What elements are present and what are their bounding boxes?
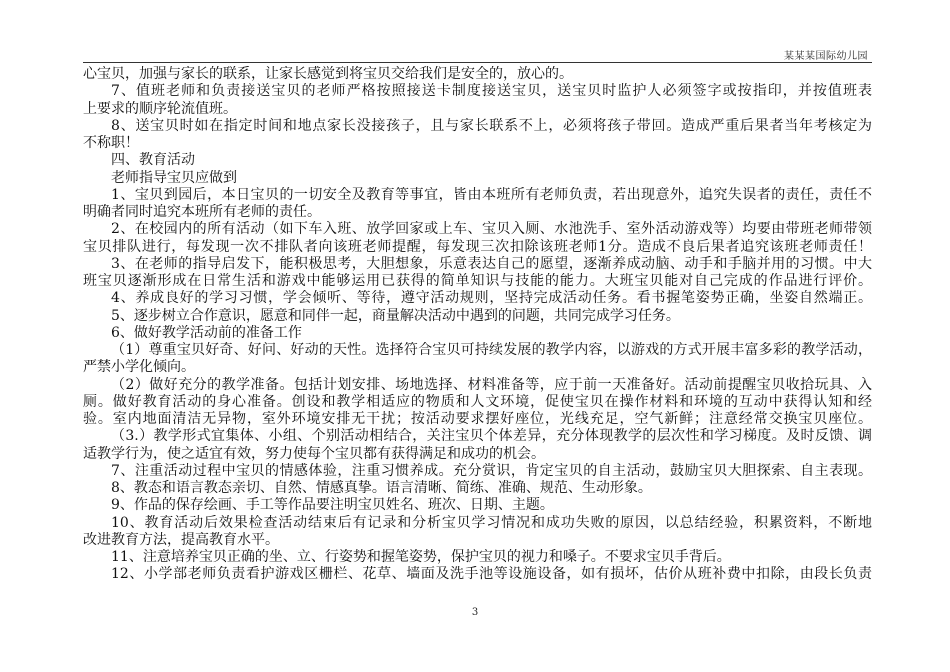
text-line: （3.）教学形式宜集体、小组、个别活动相结合，关注宝贝个体差异，充分体现教学的层次性和学习梯度。及时反馈、调 — [111, 428, 872, 445]
text-line: 四、教育活动 — [111, 152, 195, 169]
text-line: 12、小学部老师负责看护游戏区栅栏、花草、墙面及洗手池等设施设备，如有损坏，估价从班补费中扣除，由段长负责 — [111, 566, 872, 583]
text-line: 明确者同时追究本班所有老师的责任。 — [83, 204, 321, 220]
text-line: 7、值班老师和负责接送宝贝的老师严格按照接送卡制度接送宝贝，送宝贝时监护人必须签字或按指印，并按值班表 — [111, 83, 872, 100]
text-line: 厕。做好教育活动的身心准备。创设和教学相适应的物质和人文环境，促使宝贝在操作材料和环境的互动中获得认知和经 — [83, 393, 872, 410]
text-line: （1）尊重宝贝好奇、好问、好动的天性。选择符合宝贝可持续发展的教学内容，以游戏的方式开展丰富多彩的教学活动， — [111, 342, 872, 358]
text-line: 11、注意培养宝贝正确的坐、立、行姿势和握笔姿势，保护宝贝的视力和嗓子。不要求宝贝手背后。 — [111, 549, 731, 565]
document-body — [83, 66, 872, 584]
text-line: 上要求的顺序轮流值班。 — [83, 100, 237, 117]
page-number: 3 — [471, 607, 479, 618]
text-line: 8、教态和语言教态亲切、自然、情感真挚。语言清晰、简练、准确、规范、生动形象。 — [111, 480, 652, 496]
text-line: 9、作品的保存绘画、手工等作品要注明宝贝姓名、班次、日期、主题。 — [111, 497, 554, 514]
text-line: 心宝贝，加强与家长的联系，让家长感觉到将宝贝交给我们是安全的，放心的。 — [83, 66, 573, 82]
text-line: （2）做好充分的教学准备。包括计划安排、场地选择、材料准备等，应于前一天准备好。活动前提醒宝贝收拾玩具、入 — [111, 376, 872, 393]
text-line: 5、逐步树立合作意识，愿意和同伴一起，商量解决活动中遇到的问题，共同完成学习任务。 — [111, 307, 680, 324]
header-org-name: 某某某国际幼儿园 — [784, 51, 868, 62]
text-line: 2、在校园内的所有活动（如下车入班、放学回家或上车、宝贝入厕、水池洗手、室外活动游戏等）均要由带班老师带领 — [111, 221, 872, 238]
text-line: 6、做好教学活动前的准备工作 — [111, 324, 302, 341]
text-line: 不称职！ — [83, 135, 139, 151]
text-line: 班宝贝逐渐形成在日常生活和游戏中能够运用已获得的简单知识与技能的能力。大班宝贝能对自己完成的作品进行评价。 — [83, 273, 872, 289]
text-line: 10、教育活动后效果检查活动结束后有记录和分析宝贝学习情况和成功失败的原因，以总结经验，积累资料，不断地 — [111, 514, 872, 531]
text-line: 3、在老师的指导启发下，能积极思考，大胆想象，乐意表达自己的愿望，逐渐养成动脑、动手和手脑并用的习惯。中大 — [111, 255, 872, 272]
header-divider — [83, 62, 872, 63]
text-line: 老师指导宝贝应做到 — [111, 169, 237, 186]
text-line: 验。室内地面清洁无异物，室外环境安排无干扰；按活动要求摆好座位，光线充足，空气新鲜；注意经常交换宝贝座位。 — [83, 411, 872, 427]
text-line: 改进教育方法，提高教育水平。 — [83, 531, 279, 548]
text-line: 1、宝贝到园后，本日宝贝的一切安全及教育等事宜，皆由本班所有老师负责，若出现意外，追究失误者的责任，责任不 — [111, 186, 872, 203]
text-line: 严禁小学化倾向。 — [83, 359, 195, 376]
text-line: 4、养成良好的学习习惯，学会倾听、等待，遵守活动规则，坚持完成活动任务。看书握笔姿势正确，坐姿自然端正。 — [111, 290, 872, 307]
text-line: 8、送宝贝时如在指定时间和地点家长没接孩子，且与家长联系不上，必须将孩子带回。造成严重后果者当年考核定为 — [111, 117, 872, 134]
text-line: 7、注重活动过程中宝贝的情感体验，注重习惯养成。充分赏识，肯定宝贝的自主活动，鼓励宝贝大胆探索、自主表现。 — [111, 462, 872, 479]
text-line: 宝贝排队进行，每发现一次不排队者向该班老师提醒，每发现三次扣除该班老师1分。造成不良后果者追究该班老师责任！ — [83, 238, 872, 255]
text-line: 适教学行为，使之适宜有效，努力使每个宝贝都有获得满足和成功的机会。 — [83, 445, 545, 462]
